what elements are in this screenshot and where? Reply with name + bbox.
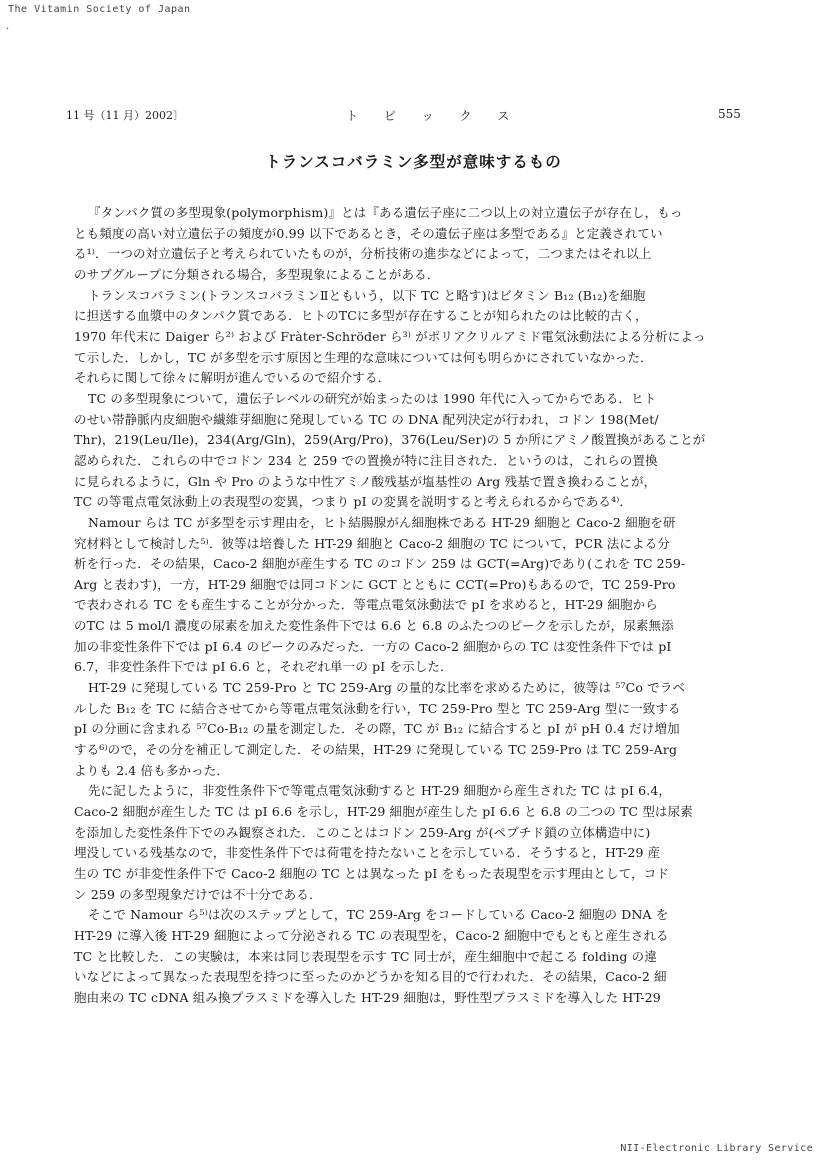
body-line: とも頻度の高い対立遺伝子の頻度が0.99 以下であるとき，その遺伝子座は多型である』と定義されてい (74, 225, 663, 241)
body-line: のサブグループに分類される場合，多型現象によることがある． (74, 266, 440, 282)
body-line: それらに関して徐々に解明が進んでいるので紹介する． (74, 370, 391, 386)
body-line: HT-29 に発現している TC 259-Pro と TC 259-Arg の量的な比率を求めるために，彼等は ⁵⁷Co でラベ (88, 680, 686, 696)
body-line: pI の分画に含まれる ⁵⁷Co-B₁₂ の量を測定した．その際，TC が B₁₂ に結合すると pI が pH 0.4 だけ増加 (74, 721, 680, 737)
body-line: トランスコバラミン(トランスコバラミンⅡともいう，以下 TC と略す)はビタミン B₁₂ (B₁₂)を細胞 (88, 287, 646, 303)
body-line: そこで Namour ら⁵⁾は次のステップとして，TC 259-Arg をコードしている Caco-2 細胞の DNA を (88, 907, 669, 923)
body-line: に担送する血漿中のタンパク質である．ヒトのTCに多型が存在することが知られたのは比較的古く， (74, 308, 648, 324)
body-line: 認められた．これらの中でコドン 234 と 259 での置換が特に注目された．というのは，これらの置換 (74, 452, 658, 468)
body-line: する⁶⁾ので，その分を補正して測定した．その結果，HT-29 に発現している TC 259-Pro は TC 259-Arg (74, 742, 678, 758)
body-line: Caco-2 細胞が産生した TC は pI 6.6 を示し，HT-29 細胞が産生した pI 6.6 と 6.8 の二つの TC 型は尿素 (74, 804, 693, 820)
body-line: て示した．しかし，TC が多型を示す原因と生理的な意味については何も明らかにされていなかった． (74, 349, 653, 365)
body-line: 先に記したように，非変性条件下で等電点電気泳動すると HT-29 細胞から産生された TC は pI 6.4， (88, 783, 672, 799)
page-number: 555 (718, 107, 741, 121)
body-line: る¹⁾．一つの対立遺伝子と考えられていたものが，分析技術の進歩などによって，二つまたはそれ以上 (74, 246, 652, 262)
body-line: で表わされる TC をも産生することが分かった．等電点電気泳動法で pI を求めると，HT-29 細胞から (74, 597, 658, 613)
body-line: 生の TC が非変性条件下で Caco-2 細胞の TC とは異なった pI をもった表現型を示す理由として，コド (74, 866, 670, 881)
body-line: のせい帯静脈内皮細胞や繊維芽細胞に発現している TC の DNA 配列決定が行われ，コドン 198(Met/ (74, 411, 659, 427)
body-line: 加の非変性条件下では pI 6.4 のピークのみだった．一方の Caco-2 細胞からの TC は変性条件下では pI (74, 638, 672, 654)
body-line: TC と比較した．この実験は，本来は同じ表現型を示す TC 同士が，産生細胞中で起こる folding の違 (74, 948, 657, 964)
body-line: 6.7，非変性条件下では pI 6.6 と，それぞれ単一の pI を示した． (74, 659, 453, 675)
body-line: ルした B₁₂ を TC に結合させてから等電点電気泳動を行い，TC 259-Pro 型と TC 259-Arg 型に一致する (74, 700, 681, 716)
body-line: 埋没している残基なので，非変性条件下では荷電を持たないことを示している．そうすると，HT-29 産 (74, 845, 661, 861)
footer-service-label: NII-Electronic Library Service (620, 1143, 813, 1154)
body-line: Thr)，219(Leu/Ile)，234(Arg/Gln)，259(Arg/Pro)，376(Leu/Ser)の 5 か所にアミノ酸置換があることが (74, 432, 706, 448)
margin-mark: · (6, 24, 10, 35)
body-line: TC の多型現象について，遺伝子レベルの研究が始まったのは 1990 年代に入ってからである．ヒト (88, 390, 657, 406)
body-line: 胞由来の TC cDNA 組み換プラスミドを導入した HT-29 細胞は，野性型プラスミドを導入した HT-29 (74, 989, 661, 1005)
article-title: トランスコバラミン多型が意味するもの (265, 153, 562, 171)
body-line: Namour らは TC が多型を示す理由を，ヒト結腸腺がん細胞株である HT-29 細胞と Caco-2 細胞を研 (88, 514, 676, 530)
body-line: TC の等電点電気泳動上の表現型の変異，つまり pI の変異を説明すると考えられるからである⁴⁾． (74, 494, 633, 510)
article-body (74, 203, 742, 1009)
body-line: よりも 2.4 倍も多かった． (74, 762, 230, 778)
body-line: Arg と表わす)，一方，HT-29 細胞では同コドンに GCT とともに CCT(=Pro)もあるので，TC 259-Pro (74, 576, 676, 592)
body-line: 1970 年代末に Daiger ら²⁾ および Fràter-Schröder ら³⁾ がポリアクリルアミド電気泳動法による分析によっ (74, 328, 706, 344)
body-line: 究材料として検討した⁵⁾．彼等は培養した HT-29 細胞と Caco-2 細胞の TC について，PCR 法による分 (74, 535, 671, 551)
body-line: HT-29 に導入後 HT-29 細胞によって分泌される TC の表現型を，Caco-2 細胞中でもともと産生される (74, 927, 669, 943)
society-watermark: The Vitamin Society of Japan (8, 4, 191, 15)
body-line: ン 259 の多型現象だけでは不十分である． (74, 886, 322, 902)
body-line: に見られるように，Gln や Pro のような中性アミノ酸残基が塩基性の Arg 残基で置き換わることが， (74, 473, 657, 489)
issue-label: 11 号（11 月）2002〕 (66, 109, 184, 122)
body-line: 『タンパク質の多型現象(polymorphism)』とは『ある遺伝子座に二つ以上の対立遺伝子が存在し，もっ (88, 205, 683, 220)
body-line: のTC は 5 mol/l 濃度の尿素を加えた変性条件下では 6.6 と 6.8 のふたつのピークを示したが，尿素無添 (74, 618, 674, 634)
body-line: いなどによって異なった表現型を持つに至ったのかどうかを知る目的で行われた．その結果，Caco-2 細 (74, 969, 667, 985)
section-label: ト ピ ッ ク ス (346, 109, 521, 123)
body-line: を添加した変性条件下でのみ観察された．このことはコドン 259-Arg が(ペプチド鎖の立体構造中に) (74, 824, 651, 840)
body-line: 析を行った．その結果，Caco-2 細胞が産生する TC のコドン 259 は GCT(=Arg)であり(これを TC 259- (74, 556, 686, 572)
